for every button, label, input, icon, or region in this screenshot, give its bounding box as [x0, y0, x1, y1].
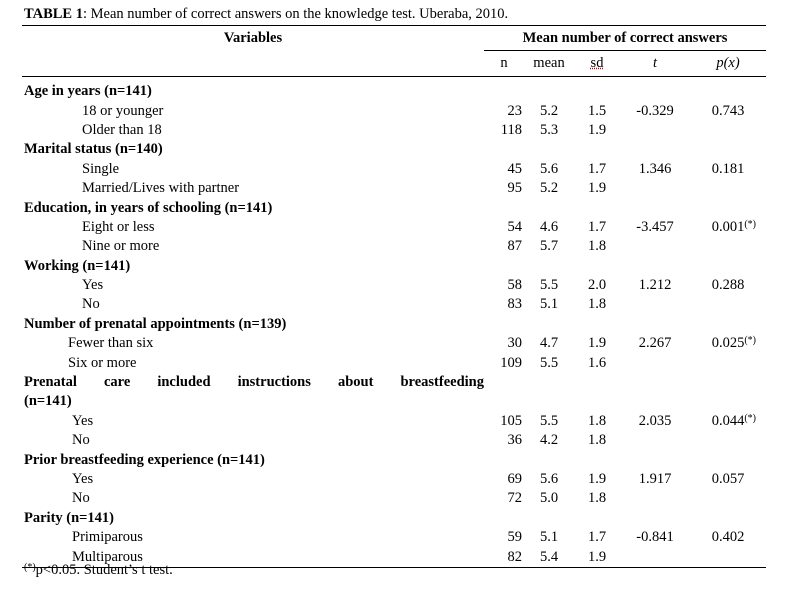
row-label: No — [72, 432, 90, 449]
cell-t — [620, 489, 690, 508]
cell-n: 58 — [507, 277, 522, 294]
row-label: Married/Lives with partner — [82, 180, 240, 197]
cell-n: 105 — [500, 412, 522, 429]
table-body — [22, 77, 766, 568]
group-label: Number of prenatal appointments (n=139) — [24, 315, 287, 332]
table-row — [22, 160, 766, 179]
group-row — [22, 509, 766, 528]
table-row — [22, 470, 766, 489]
table-label: TABLE 1 — [24, 6, 83, 22]
cell-sd: 1.6 — [587, 354, 607, 371]
cell-p: 0.402 — [711, 529, 745, 546]
cell-mean: 4.2 — [539, 432, 559, 449]
group-row — [22, 82, 766, 101]
cell-mean: 5.6 — [539, 471, 559, 487]
cell-p: 0.044 — [711, 412, 745, 429]
group-row — [22, 450, 766, 469]
table-row — [22, 101, 766, 120]
table-title: : Mean number of correct answers on the knowledge test. Uberaba, 2010. — [82, 6, 509, 22]
cell-n: 109 — [500, 354, 522, 371]
cell-p: 0.025 — [711, 335, 745, 352]
cell-t: -0.329 — [636, 102, 674, 119]
table-row — [22, 412, 766, 431]
group-label: Marital status (n=140) — [24, 141, 163, 158]
cell-t — [620, 237, 690, 256]
cell-sd: 1.9 — [587, 471, 607, 487]
group-row — [22, 140, 766, 159]
group-row — [22, 373, 766, 392]
cell-mean: 5.1 — [539, 529, 559, 546]
footnote-mark: (*) — [24, 562, 36, 573]
cell-t: 1.917 — [638, 471, 672, 487]
col-sd-header: sd — [590, 55, 604, 71]
col-mean-header: mean — [524, 51, 574, 77]
table-row — [22, 353, 766, 372]
col-n-header: n — [484, 51, 524, 77]
row-label: Nine or more — [82, 238, 160, 255]
cell-mean: 5.7 — [539, 238, 559, 255]
cell-n: 82 — [484, 547, 524, 567]
results-table — [22, 25, 766, 568]
significance-mark: (*) — [744, 218, 756, 230]
cell-mean: 5.6 — [539, 160, 559, 177]
cell-p: 0.743 — [711, 102, 745, 119]
significance-mark: (*) — [744, 412, 756, 424]
row-label: Yes — [72, 471, 94, 487]
row-label: Yes — [82, 277, 104, 294]
variables-header: Variables — [22, 26, 484, 51]
cell-t: 1.212 — [638, 277, 672, 294]
group-label: Working (n=141) — [24, 257, 131, 274]
cell-n: 59 — [507, 529, 522, 546]
cell-n: 87 — [507, 238, 522, 255]
table-row — [22, 218, 766, 237]
cell-mean: 5.5 — [539, 354, 559, 371]
cell-t: -0.841 — [636, 529, 674, 546]
cell-t — [620, 353, 690, 372]
cell-n: 45 — [507, 160, 522, 177]
row-label: No — [72, 490, 90, 507]
row-label: Primiparous — [72, 529, 143, 546]
row-label: Single — [82, 160, 120, 177]
group-label: Education, in years of schooling (n=141) — [24, 199, 273, 216]
row-label: Eight or less — [82, 218, 155, 235]
cell-p: 0.288 — [711, 277, 745, 294]
row-label: Older than 18 — [82, 121, 162, 138]
group-label-line1: Prenatal care included instructions about breastfeeding — [24, 374, 484, 391]
cell-p: 0.001 — [711, 218, 745, 235]
table-row — [22, 334, 766, 353]
cell-t — [620, 179, 690, 198]
group-row — [22, 392, 766, 411]
group-row — [22, 257, 766, 276]
cell-sd: 2.0 — [587, 277, 607, 294]
row-label: No — [82, 296, 100, 313]
group-row — [22, 198, 766, 217]
cell-t — [620, 431, 690, 450]
col-t-header: t — [620, 51, 690, 77]
cell-mean: 5.5 — [539, 277, 559, 294]
cell-sd: 1.8 — [587, 412, 607, 429]
cell-sd: 1.7 — [587, 218, 607, 235]
footnote-text: p<0.05. Student’s t test. — [35, 562, 173, 578]
cell-t: 2.267 — [638, 335, 672, 352]
cell-n: 36 — [507, 432, 522, 449]
cell-n: 69 — [507, 471, 522, 487]
cell-t: 1.346 — [638, 160, 672, 177]
cell-p: 0.181 — [711, 160, 745, 177]
mean-correct-header: Mean number of correct answers — [484, 26, 766, 51]
col-p-header: p(x) — [690, 51, 766, 77]
cell-t — [620, 295, 690, 314]
cell-n: 23 — [507, 102, 522, 119]
group-label: Age in years (n=141) — [24, 83, 152, 100]
cell-mean: 5.0 — [539, 490, 559, 507]
cell-n: 30 — [507, 335, 522, 352]
cell-sd: 1.5 — [587, 102, 607, 119]
cell-n: 54 — [507, 218, 522, 235]
table-row — [22, 431, 766, 450]
table-caption — [24, 6, 508, 23]
cell-n: 95 — [507, 180, 522, 197]
cell-n: 72 — [507, 490, 522, 507]
cell-sd: 1.8 — [587, 238, 607, 255]
cell-t: 2.035 — [638, 412, 672, 429]
cell-sd: 1.9 — [587, 180, 607, 197]
footnote — [24, 562, 173, 579]
table-row — [22, 121, 766, 140]
cell-n: 118 — [500, 121, 522, 138]
group-row — [22, 315, 766, 334]
row-label: Six or more — [68, 354, 137, 371]
cell-mean: 5.3 — [539, 121, 559, 138]
cell-t — [620, 547, 690, 567]
cell-t: -3.457 — [636, 218, 674, 235]
cell-mean: 5.2 — [539, 180, 559, 197]
table-row — [22, 179, 766, 198]
table-row — [22, 528, 766, 547]
cell-mean: 5.1 — [539, 296, 559, 313]
table-row — [22, 295, 766, 314]
row-label: Fewer than six — [68, 335, 154, 352]
cell-sd: 1.8 — [587, 296, 607, 313]
cell-sd: 1.8 — [587, 432, 607, 449]
cell-sd: 1.7 — [587, 529, 607, 546]
cell-mean: 4.7 — [539, 335, 559, 352]
cell-sd: 1.9 — [587, 121, 607, 138]
table-row — [22, 276, 766, 295]
row-label: Multiparous — [22, 547, 484, 567]
table-row — [22, 489, 766, 508]
cell-mean: 5.2 — [539, 102, 559, 119]
cell-mean: 4.6 — [539, 218, 559, 235]
table-row — [22, 237, 766, 256]
significance-mark: (*) — [744, 335, 756, 347]
group-label: Prior breastfeeding experience (n=141) — [24, 451, 265, 468]
cell-sd: 1.9 — [587, 335, 607, 352]
cell-sd: 1.9 — [574, 547, 620, 567]
cell-p: 0.057 — [711, 471, 745, 487]
group-label: Parity (n=141) — [24, 509, 115, 526]
cell-mean: 5.4 — [524, 547, 574, 567]
cell-sd: 1.7 — [587, 160, 607, 177]
cell-sd: 1.8 — [587, 490, 607, 507]
cell-t — [620, 121, 690, 140]
row-label: 18 or younger — [82, 102, 164, 119]
group-label-line2: (n=141) — [24, 393, 72, 410]
row-label: Yes — [72, 412, 94, 429]
cell-mean: 5.5 — [539, 412, 559, 429]
cell-n: 83 — [507, 296, 522, 313]
